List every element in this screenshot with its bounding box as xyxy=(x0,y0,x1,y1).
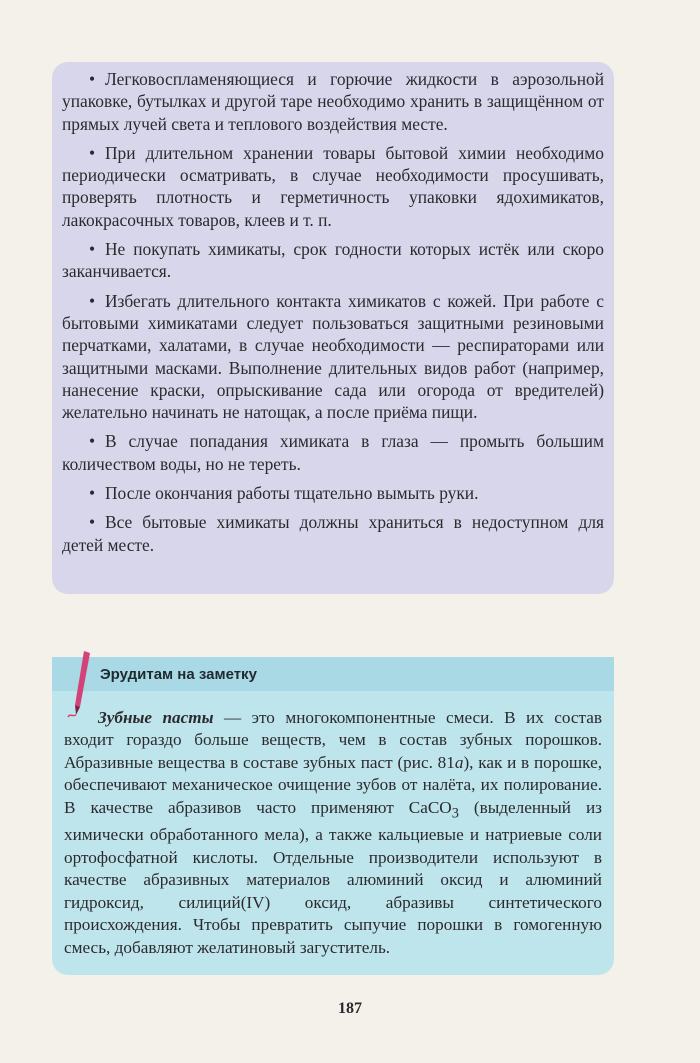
rule-item xyxy=(62,68,604,135)
bullet: • xyxy=(89,431,96,452)
formula-subscript: 3 xyxy=(451,805,459,822)
rule-text: После окончания работы тщательно вымыть руки. xyxy=(105,483,479,504)
note-text-part: — это многокомпонентные смеси. В их состав входит гораздо больше веществ, чем в состав зубных порошков. Абразивные вещества в составе зубных паст (рис. 81 xyxy=(64,708,603,772)
note-paragraph xyxy=(52,691,614,959)
rule-item xyxy=(62,482,604,504)
rule-text: В случае попадания химиката в глаза — промыть большим количеством воды, но не тереть. xyxy=(62,431,604,474)
pen-icon xyxy=(66,649,96,719)
figure-letter: а xyxy=(454,752,464,772)
rule-item xyxy=(62,142,604,231)
rule-item xyxy=(62,511,604,556)
bullet: • xyxy=(89,290,96,311)
rule-text: Легковоспламеняющиеся и горючие жидкости в аэрозольной упаковке, бутылках и другой таре необходимо хранить в защищённом от прямых лучей света и теплового воздействия месте. xyxy=(62,69,604,134)
bullet: • xyxy=(89,239,96,260)
note-title: Эрудитам на заметку xyxy=(52,657,614,691)
bullet: • xyxy=(89,512,96,533)
rule-item xyxy=(62,238,604,283)
rule-item xyxy=(62,290,604,424)
rule-text: Избегать длительного контакта химикатов с кожей. При работе с бытовыми химикатами следует пользоваться защитными резиновыми перчатками, халатами, в случае необходимости — респираторами или защитными масками. Выполнение длительных видов работ (например, нанесение краски, опрыскивание сада или огорода от вредителей) желательно начинать не натощак, а после приёма пищи. xyxy=(62,290,604,423)
note-text-part: (выделенный из химически обработанного мела), а также кальциевые и натриевые соли ортофосфатной кислоты. Отдельные производители используют в качестве абразивных материалов алюминий оксид и алюминий гидроксид, силиций(IV) оксид, абразивы синтетического происхождения. Чтобы превратить сыпучие порошки в гомогенную смесь, добавляют желатиновый загуститель. xyxy=(64,797,602,957)
rule-item xyxy=(62,430,604,475)
erudite-note-box xyxy=(52,657,614,975)
page-number: 187 xyxy=(338,1000,362,1017)
rule-text: Не покупать химикаты, срок годности которых истёк или скоро заканчивается. xyxy=(62,239,604,282)
bullet: • xyxy=(89,69,96,89)
rule-text: Все бытовые химикаты должны храниться в недоступном для детей месте. xyxy=(62,512,604,555)
bullet: • xyxy=(89,483,96,504)
note-term: Зубные пасты xyxy=(98,708,214,727)
note-text-part: ), как и в порошке, обеспечивают механическое очищение зубов от налёта, их полирование. В качестве абразивов часто применяют CaCO xyxy=(64,752,603,817)
rule-text: При длительном хранении товары бытовой химии необходимо периодически осматривать, в случае необходимости просушивать, проверять плотность и герметичность упаковки ядохимикатов, лакокрасочных товаров, клеев и т. п. xyxy=(62,142,604,230)
bullet: • xyxy=(89,142,96,163)
safety-rules-box xyxy=(52,62,614,594)
